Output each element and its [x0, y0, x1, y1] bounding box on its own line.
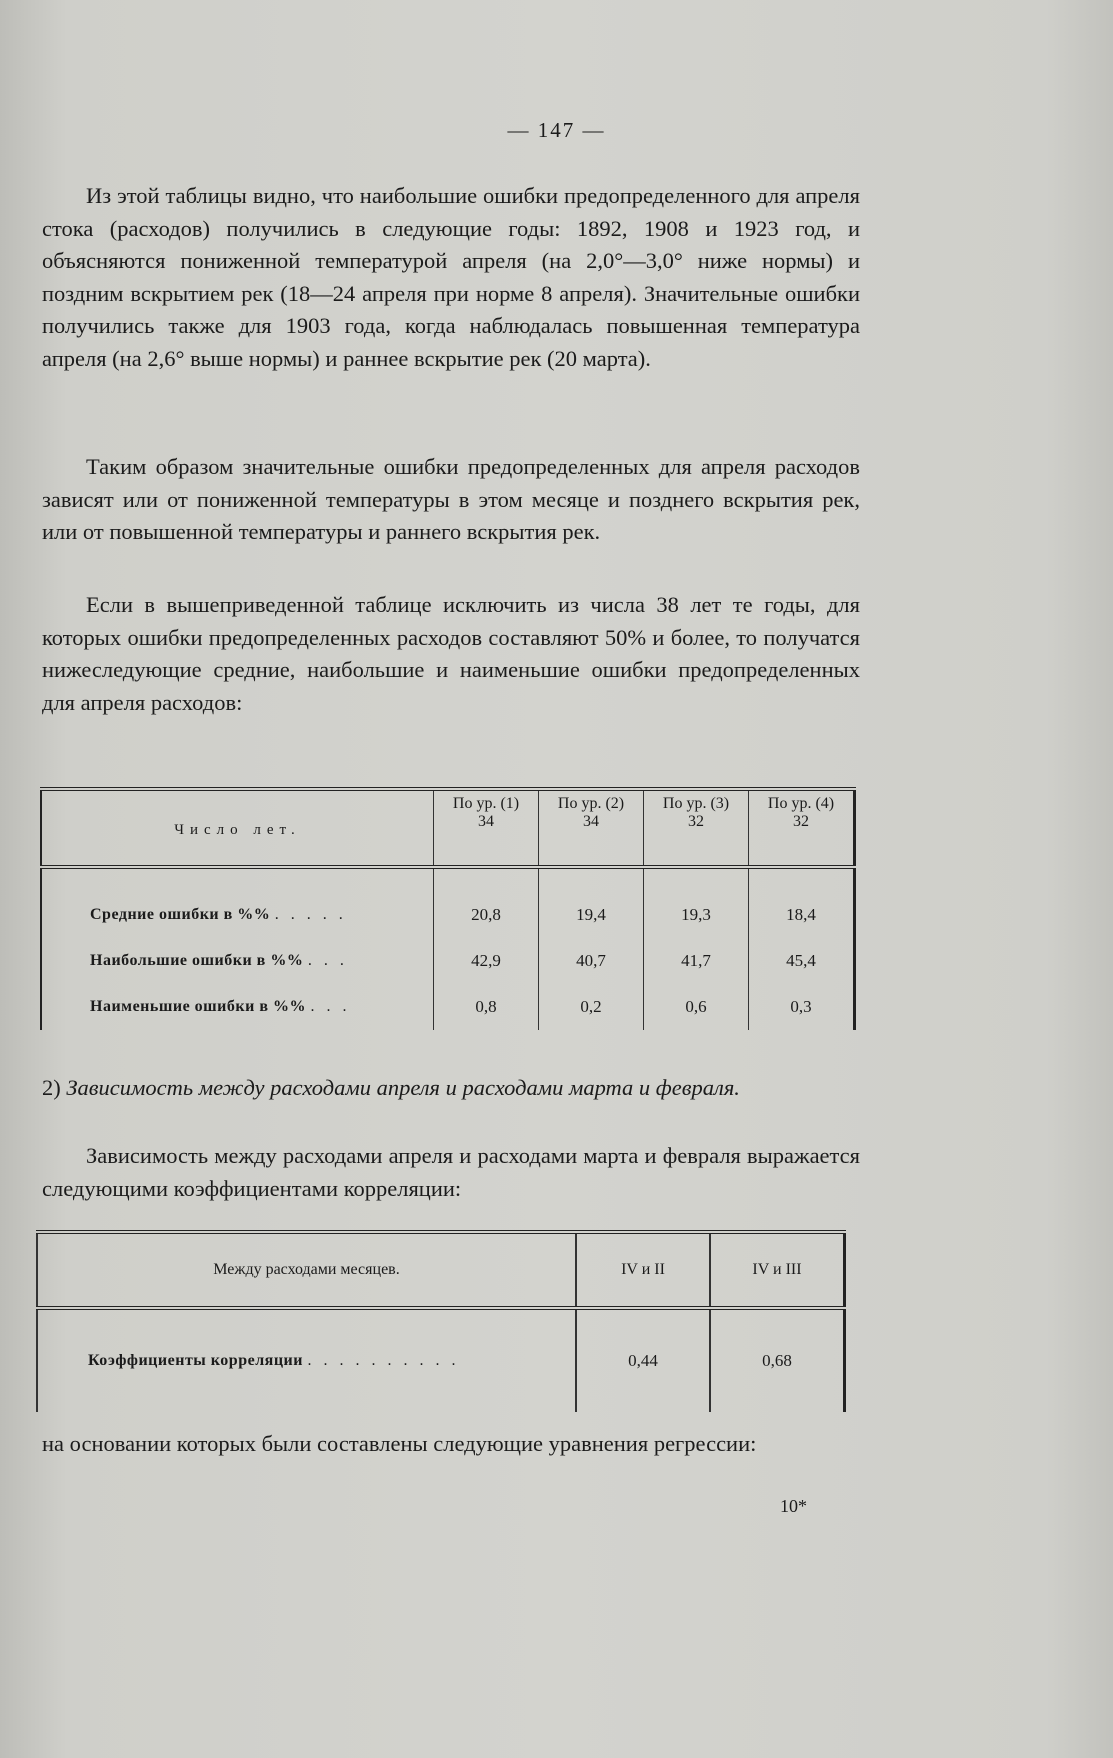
page-number: — 147 — — [507, 118, 606, 142]
col-count: 32 — [688, 813, 704, 830]
error-table-col-4 — [749, 789, 855, 867]
error-table-col-1 — [434, 789, 539, 867]
row-dots: . . . . . — [274, 906, 347, 923]
paragraph-5 — [42, 1428, 860, 1461]
row-dots: . . . — [307, 952, 348, 969]
table-cell: 18,4 — [749, 867, 855, 938]
section-title: Зависимость между расходами апреля и расходами марта и февраля. — [66, 1075, 740, 1100]
correlation-col-2: IV и III — [710, 1232, 845, 1308]
row-label-text: Средние ошибки в %% — [90, 906, 271, 923]
paragraph-4-text: Зависимость между расходами апреля и расходами марта и февраля выражается следующими коэффициентами корреляции: — [42, 1143, 860, 1201]
row-label-text: Наибольшие ошибки в %% — [90, 952, 304, 969]
table-row — [41, 867, 855, 938]
table-cell: 19,3 — [644, 867, 749, 938]
error-table-col-2 — [539, 789, 644, 867]
row-label-text: Коэффициенты корреляции — [88, 1352, 303, 1369]
row-label — [41, 938, 434, 984]
table-row — [37, 1308, 845, 1412]
correlation-table — [36, 1230, 846, 1412]
correlation-table-header-label: Между расходами месяцев. — [37, 1232, 576, 1308]
table-cell: 20,8 — [434, 867, 539, 938]
table-cell: 41,7 — [644, 938, 749, 984]
row-label — [41, 984, 434, 1030]
paragraph-4 — [42, 1140, 860, 1205]
signature-mark: 10* — [780, 1496, 807, 1516]
table-cell: 45,4 — [749, 938, 855, 984]
paragraph-1 — [42, 180, 860, 376]
table-cell: 40,7 — [539, 938, 644, 984]
col-label: По ур. (2) — [557, 795, 625, 812]
error-table-col-3 — [644, 789, 749, 867]
table-cell: 0,68 — [710, 1308, 845, 1412]
table-cell: 19,4 — [539, 867, 644, 938]
table-row — [41, 938, 855, 984]
row-label — [37, 1308, 576, 1412]
row-dots: . . . . . . . . . . — [307, 1352, 460, 1369]
paragraph-1-text: Из этой таблицы видно, что наибольшие ошибки предопределенного для апреля стока (расходов) получились в следующие годы: 1892, 1908 и 1923 год, и объясняются пониженной температурой апреля (на 2,0°—3,0° ниже нормы) и поздним вскрытием рек (18—24 апреля при норме 8 апреля). Значительные ошибки получились также для 1903 года, когда наблюдалась повышенная температура апреля (на 2,6° выше нормы) и раннее вскрытие рек (20 марта). — [42, 183, 860, 371]
paragraph-2 — [42, 451, 860, 549]
paragraph-5-text: на основании которых были составлены следующие уравнения регрессии: — [42, 1431, 757, 1456]
paragraph-3-text: Если в вышеприведенной таблице исключить из числа 38 лет те годы, для которых ошибки предопределенных расходов составляют 50% и более, то получатся нижеследующие средние, наибольшие и наименьшие ошибки предопределенных для апреля расходов: — [42, 592, 860, 715]
section-number: 2) — [42, 1075, 61, 1100]
paragraph-2-text: Таким образом значительные ошибки предопределенных для апреля расходов зависят или от пониженной температуры в этом месяце и позднего вскрытия рек, или от повышенной температуры и раннего вскрытия рек. — [42, 454, 860, 545]
error-table-header-label: Число лет. — [41, 789, 434, 867]
col-label: По ур. (1) — [452, 795, 520, 812]
col-count: 34 — [478, 813, 494, 830]
col-count: 32 — [793, 813, 809, 830]
table-cell: 42,9 — [434, 938, 539, 984]
col-count: 34 — [583, 813, 599, 830]
paragraph-3 — [42, 589, 860, 719]
correlation-col-1: IV и II — [576, 1232, 710, 1308]
table-cell: 0,6 — [644, 984, 749, 1030]
correlation-table-header-row — [37, 1232, 845, 1308]
row-label — [41, 867, 434, 938]
row-label-text: Наименьшие ошибки в %% — [90, 998, 306, 1015]
table-row — [41, 984, 855, 1030]
col-label: По ур. (4) — [767, 795, 835, 812]
col-label: По ур. (3) — [662, 795, 730, 812]
table-cell: 0,3 — [749, 984, 855, 1030]
error-table-header-row — [41, 789, 855, 867]
row-dots: . . . — [310, 998, 351, 1015]
table-cell: 0,44 — [576, 1308, 710, 1412]
section-2-heading — [42, 1072, 860, 1105]
error-table — [40, 787, 856, 1030]
table-cell: 0,8 — [434, 984, 539, 1030]
table-cell: 0,2 — [539, 984, 644, 1030]
